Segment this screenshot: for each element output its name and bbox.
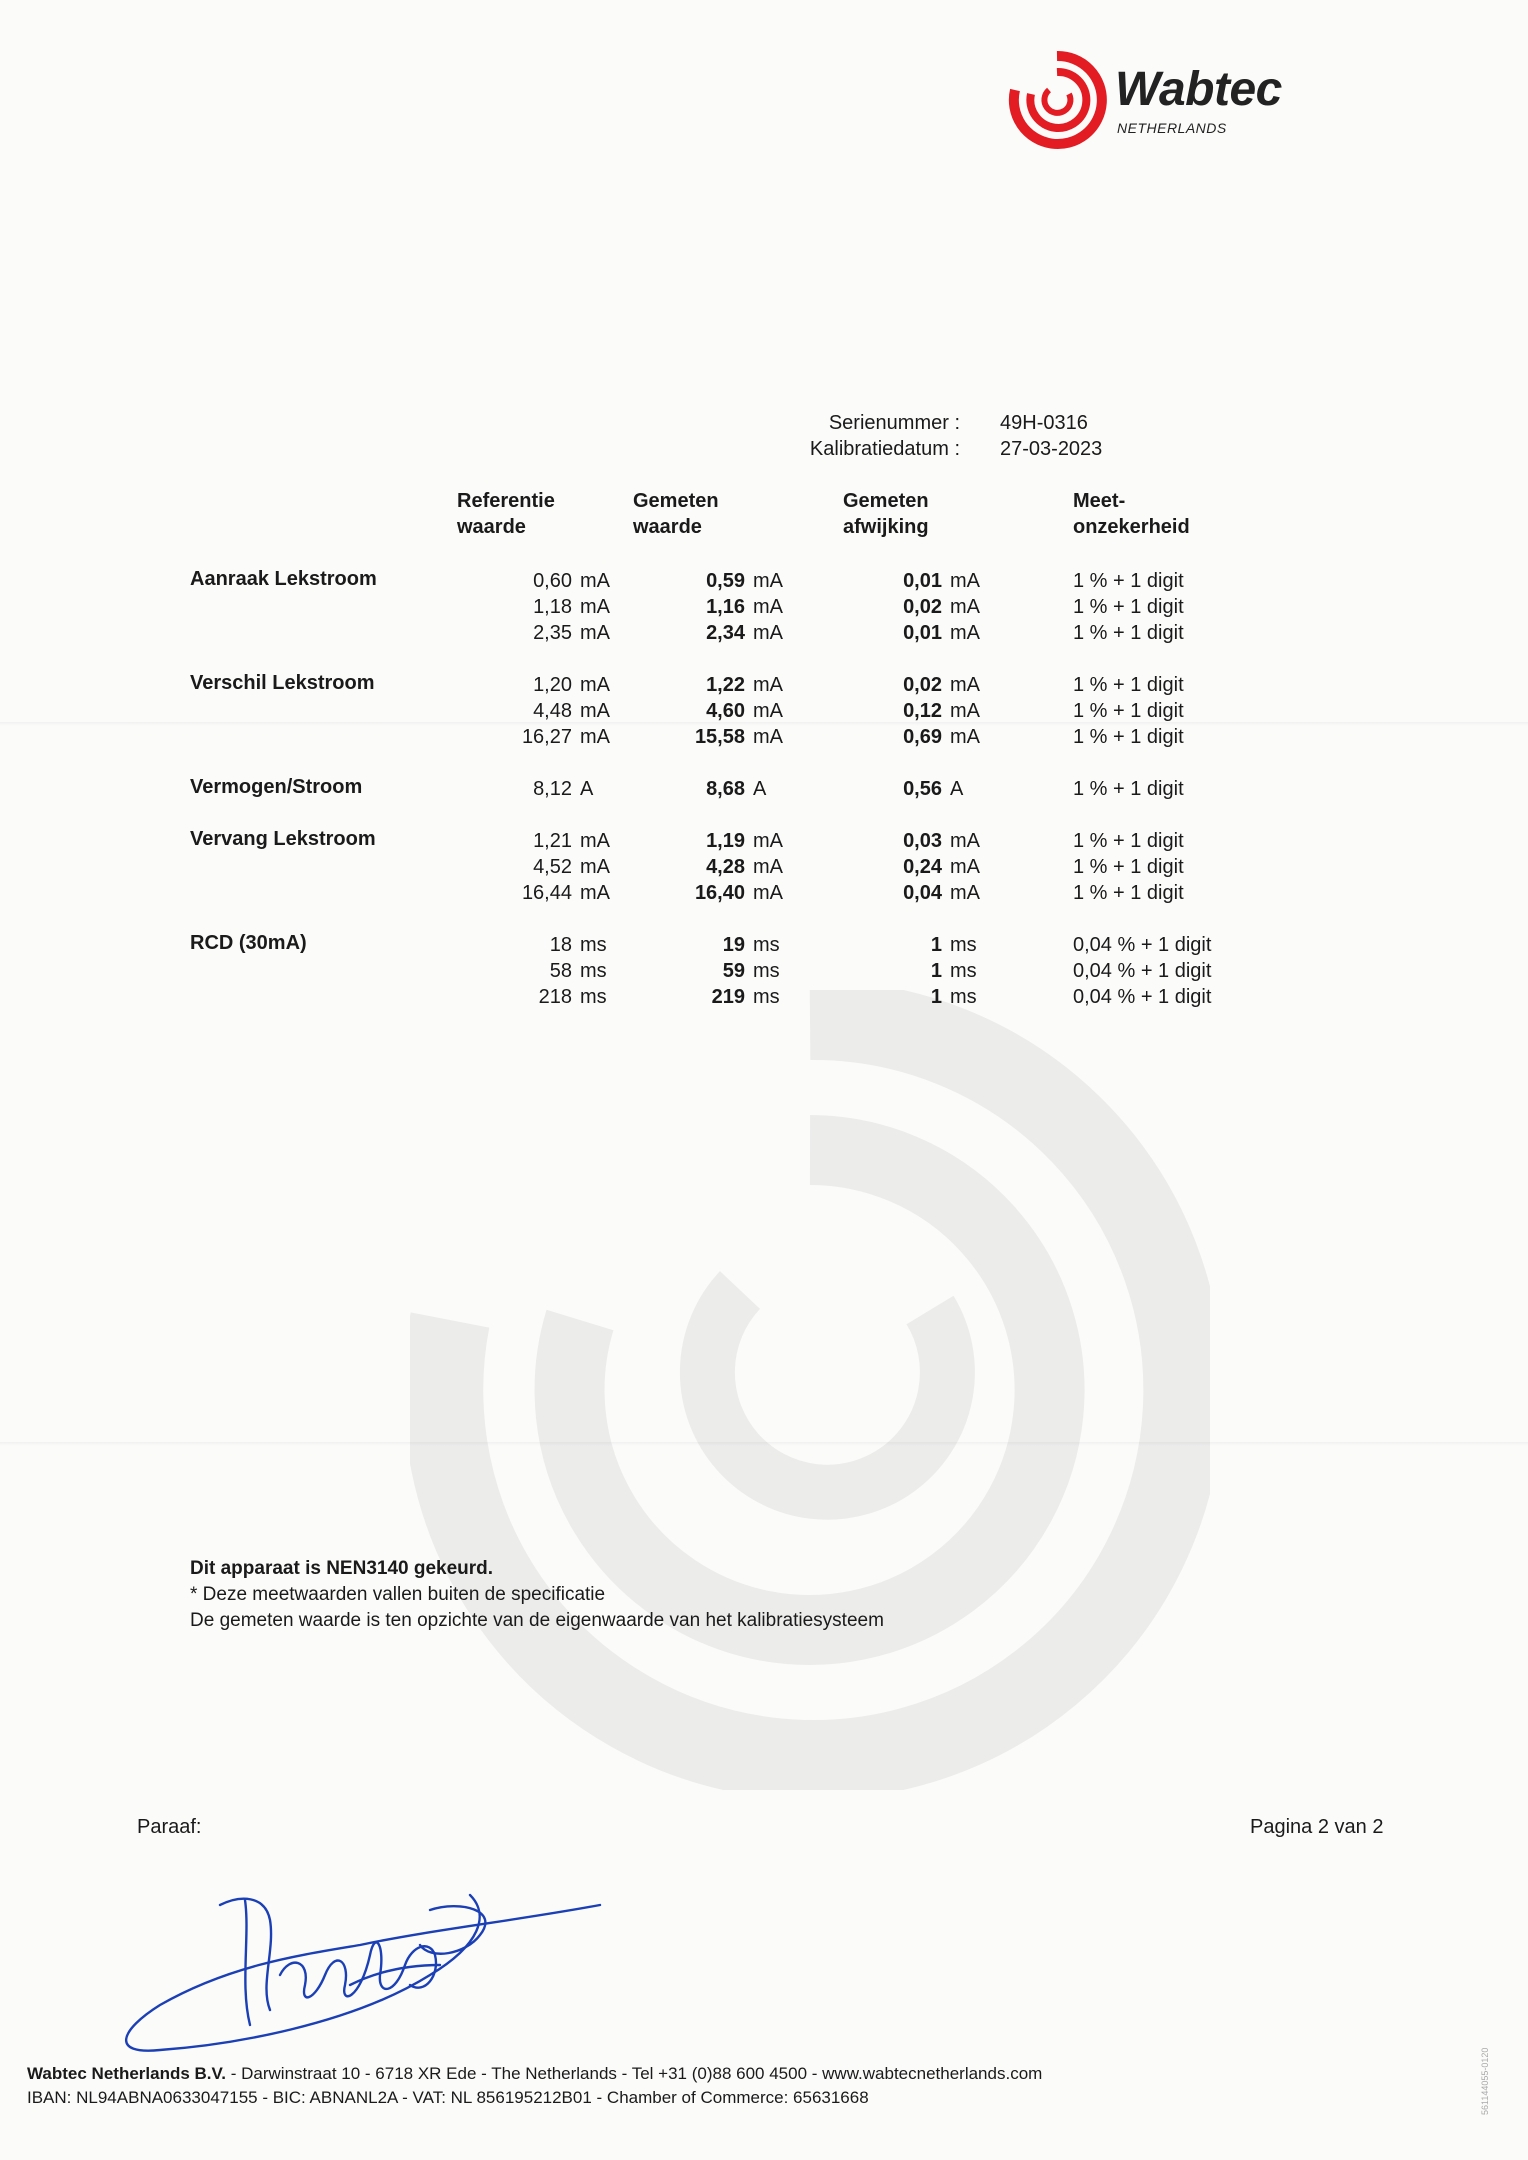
ref-unit: ms xyxy=(580,934,607,956)
uncertainty-value: 0,04 % + 1 digit xyxy=(1073,934,1212,956)
ref-unit: ms xyxy=(580,960,607,982)
deviation-value: 1 xyxy=(930,960,942,982)
deviation-unit: ms xyxy=(950,960,977,982)
deviation-unit: mA xyxy=(950,622,980,644)
measured-unit: mA xyxy=(753,596,783,618)
ref-unit: mA xyxy=(580,674,610,696)
measured-value: 2,34 xyxy=(706,622,745,644)
deviation-unit: ms xyxy=(950,986,977,1008)
measured-unit: mA xyxy=(753,830,783,852)
uncertainty-value: 1 % + 1 digit xyxy=(1073,596,1184,618)
measured-unit: A xyxy=(753,778,767,800)
ref-value: 4,48 xyxy=(533,700,572,722)
measured-value: 15,58 xyxy=(694,726,745,748)
measured-unit: mA xyxy=(753,726,783,748)
ref-value: 58 xyxy=(549,960,572,982)
measured-unit: mA xyxy=(753,700,783,722)
deviation-unit: mA xyxy=(950,674,980,696)
deviation-value: 0,24 xyxy=(903,856,942,878)
measured-value: 1,22 xyxy=(706,674,745,696)
paraaf-label: Paraaf: xyxy=(137,1816,202,1838)
uncertainty-value: 1 % + 1 digit xyxy=(1073,700,1184,722)
uncertainty-value: 1 % + 1 digit xyxy=(1073,856,1184,878)
group-label: Aanraak Lekstroom xyxy=(190,568,377,590)
serial-label: Serienummer : xyxy=(828,412,960,434)
uncertainty-value: 1 % + 1 digit xyxy=(1073,622,1184,644)
measured-value: 4,28 xyxy=(706,856,745,878)
deviation-value: 0,01 xyxy=(903,622,942,644)
uncertainty-value: 0,04 % + 1 digit xyxy=(1073,986,1212,1008)
header-referentie: Referentie waarde xyxy=(457,490,555,538)
uncertainty-value: 1 % + 1 digit xyxy=(1073,726,1184,748)
measured-unit: mA xyxy=(753,570,783,592)
date-label: Kalibratiedatum : xyxy=(809,438,960,460)
ref-value: 18 xyxy=(549,934,572,956)
uncertainty-value: 1 % + 1 digit xyxy=(1073,882,1184,904)
ref-value: 8,12 xyxy=(533,778,572,800)
deviation-value: 1 xyxy=(930,986,942,1008)
deviation-unit: mA xyxy=(950,830,980,852)
measured-value: 0,59 xyxy=(706,570,745,592)
deviation-value: 0,56 xyxy=(903,778,942,800)
group-label: Vervang Lekstroom xyxy=(190,828,376,850)
footer-company: Wabtec Netherlands B.V. xyxy=(27,2064,227,2083)
header-gemeten-waarde: Gemeten waarde xyxy=(633,490,719,538)
deviation-unit: mA xyxy=(950,856,980,878)
ref-value: 1,20 xyxy=(533,674,572,696)
measured-value: 19 xyxy=(722,934,745,956)
ref-value: 0,60 xyxy=(533,570,572,592)
measured-value: 59 xyxy=(722,960,745,982)
measured-value: 1,19 xyxy=(706,830,745,852)
uncertainty-value: 1 % + 1 digit xyxy=(1073,830,1184,852)
deviation-value: 0,02 xyxy=(903,596,942,618)
deviation-unit: mA xyxy=(950,726,980,748)
ref-value: 218 xyxy=(538,986,572,1008)
ref-unit: mA xyxy=(580,856,610,878)
deviation-value: 0,04 xyxy=(903,882,942,904)
uncertainty-value: 1 % + 1 digit xyxy=(1073,778,1184,800)
deviation-value: 0,01 xyxy=(903,570,942,592)
measured-value: 4,60 xyxy=(706,700,745,722)
measured-unit: ms xyxy=(753,986,780,1008)
ref-value: 1,18 xyxy=(533,596,572,618)
ref-unit: mA xyxy=(580,830,610,852)
side-code: 561144055-0120 xyxy=(1480,2047,1490,2115)
deviation-unit: A xyxy=(950,778,964,800)
ref-unit: A xyxy=(580,778,594,800)
header-meetonzekerheid: Meet- onzekerheid xyxy=(1073,490,1190,538)
ref-unit: mA xyxy=(580,700,610,722)
page-number: Pagina 2 van 2 xyxy=(1250,1816,1384,1838)
deviation-value: 0,12 xyxy=(903,700,942,722)
ref-value: 16,27 xyxy=(521,726,572,748)
measured-unit: mA xyxy=(753,622,783,644)
logo-wordmark: Wabtec xyxy=(1115,63,1282,116)
ref-unit: mA xyxy=(580,596,610,618)
wabtec-emblem-icon xyxy=(1005,50,1110,150)
footer-address: - Darwinstraat 10 - 6718 XR Ede - The Netherlands - Tel +31 (0)88 600 4500 - www.wabtecnetherlands.com xyxy=(226,2064,1043,2083)
signature xyxy=(100,1835,620,2055)
company-logo xyxy=(1005,50,1335,150)
date-value: 27-03-2023 xyxy=(1000,438,1103,460)
uncertainty-value: 1 % + 1 digit xyxy=(1073,674,1184,696)
uncertainty-value: 0,04 % + 1 digit xyxy=(1073,960,1212,982)
reference-note: De gemeten waarde is ten opzichte van de eigenwaarde van het kalibratiesysteem xyxy=(190,1610,884,1631)
measured-unit: mA xyxy=(753,882,783,904)
header-gemeten-afwijking: Gemeten afwijking xyxy=(843,490,929,538)
logo-subtitle: NETHERLANDS xyxy=(1117,120,1227,136)
watermark-logo xyxy=(410,990,1210,1790)
measured-unit: mA xyxy=(753,856,783,878)
deviation-value: 1 xyxy=(930,934,942,956)
spec-note: * Deze meetwaarden vallen buiten de specificatie xyxy=(190,1584,606,1605)
measured-unit: ms xyxy=(753,934,780,956)
measured-unit: mA xyxy=(753,674,783,696)
ref-value: 1,21 xyxy=(533,830,572,852)
ref-value: 4,52 xyxy=(533,856,572,878)
serial-value: 49H-0316 xyxy=(1000,412,1088,434)
ref-unit: mA xyxy=(580,570,610,592)
ref-value: 16,44 xyxy=(521,882,572,904)
deviation-unit: mA xyxy=(950,882,980,904)
deviation-unit: mA xyxy=(950,596,980,618)
measured-value: 8,68 xyxy=(706,778,745,800)
uncertainty-value: 1 % + 1 digit xyxy=(1073,570,1184,592)
footer-line-1 xyxy=(27,2062,1042,2086)
measured-value: 219 xyxy=(711,986,745,1008)
ref-unit: ms xyxy=(580,986,607,1008)
deviation-unit: mA xyxy=(950,570,980,592)
deviation-value: 0,02 xyxy=(903,674,942,696)
group-label: Vermogen/Stroom xyxy=(190,776,363,798)
nen3140-note: Dit apparaat is NEN3140 gekeurd. xyxy=(190,1558,494,1579)
measured-value: 16,40 xyxy=(694,882,745,904)
deviation-unit: ms xyxy=(950,934,977,956)
ref-value: 2,35 xyxy=(533,622,572,644)
calibration-meta xyxy=(780,410,1102,462)
footer-line-2: IBAN: NL94ABNA0633047155 - BIC: ABNANL2A - VAT: NL 856195212B01 - Chamber of Commerce: 65631668 xyxy=(27,2088,869,2107)
deviation-unit: mA xyxy=(950,700,980,722)
deviation-value: 0,69 xyxy=(903,726,942,748)
ref-unit: mA xyxy=(580,622,610,644)
footer xyxy=(27,2062,1042,2110)
ref-unit: mA xyxy=(580,726,610,748)
ref-unit: mA xyxy=(580,882,610,904)
measured-unit: ms xyxy=(753,960,780,982)
group-label: Verschil Lekstroom xyxy=(190,672,375,694)
deviation-value: 0,03 xyxy=(903,830,942,852)
group-label: RCD (30mA) xyxy=(190,932,307,954)
notes xyxy=(190,1556,884,1634)
measured-value: 1,16 xyxy=(706,596,745,618)
